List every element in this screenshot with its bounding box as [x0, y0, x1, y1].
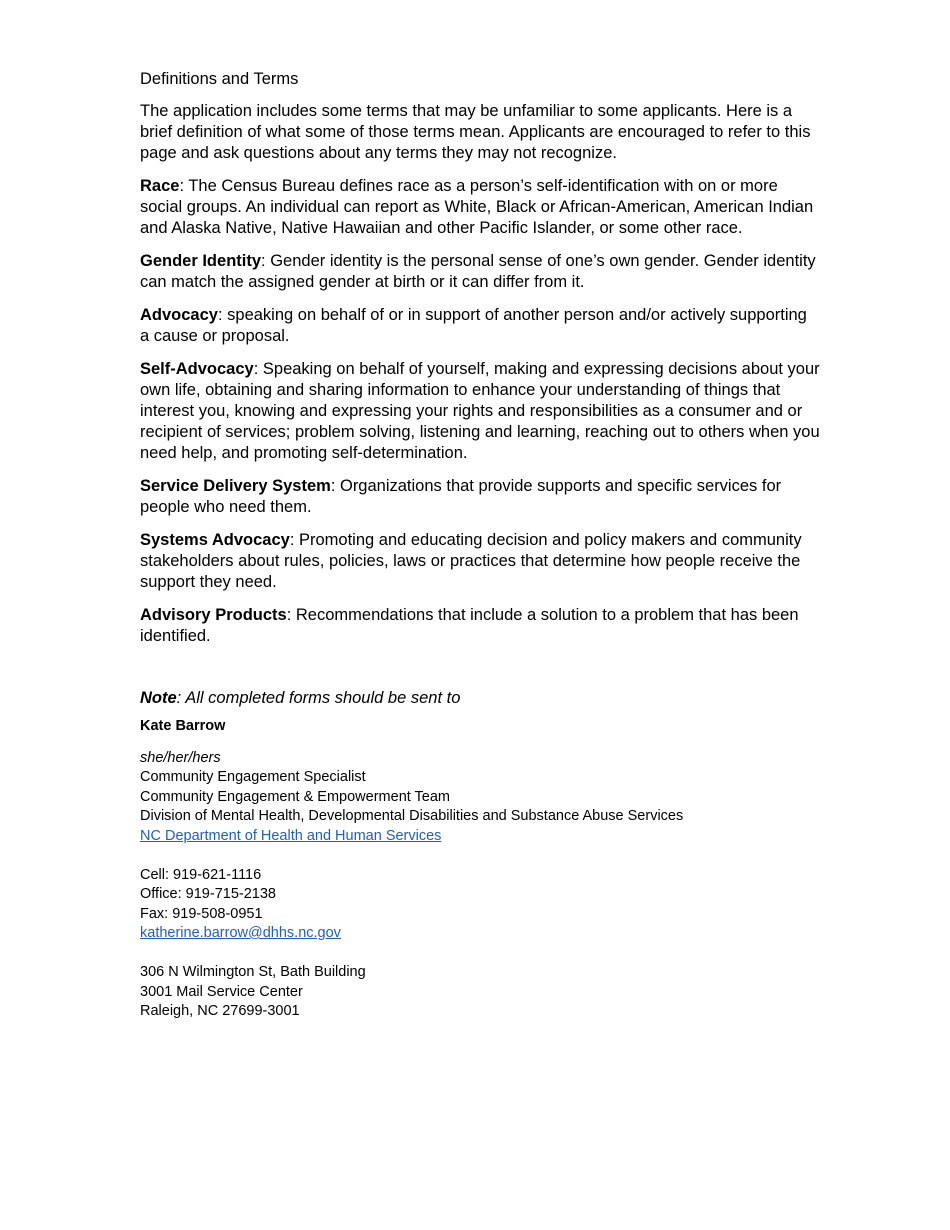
definition-text: : Promoting and educating decision and policy makers and community stakeholders about rules, policies, laws or practices that determine how people receive the support they need. — [140, 531, 802, 591]
definition-systems-advocacy — [140, 530, 820, 593]
address-line-2: 3001 Mail Service Center — [140, 983, 303, 1000]
definition-term: Race — [140, 177, 180, 195]
contact-name: Kate Barrow — [140, 718, 226, 734]
contact-division: Division of Mental Health, Developmental Disabilities and Substance Abuse Services — [140, 808, 684, 824]
definition-term: Self-Advocacy — [140, 360, 254, 378]
address-line-3: Raleigh, NC 27699-3001 — [140, 1003, 300, 1019]
definition-gender-identity — [140, 251, 820, 293]
email-link[interactable]: katherine.barrow@dhhs.nc.gov — [140, 925, 341, 941]
contact-block — [140, 717, 820, 1022]
definition-term: Systems Advocacy — [140, 531, 290, 549]
note-text: : All completed forms should be sent to — [176, 689, 461, 707]
contact-office: Office: 919-715-2138 — [140, 886, 276, 902]
definition-advocacy — [140, 305, 820, 347]
spacer — [140, 944, 820, 964]
page-heading: Definitions and Terms — [140, 70, 299, 88]
definition-term: Advisory Products — [140, 606, 287, 624]
definition-text: : Organizations that provide supports and specific services for people who need them. — [140, 477, 782, 516]
department-link[interactable]: NC Department of Health and Human Services — [140, 827, 442, 844]
intro-paragraph: The application includes some terms that may be unfamiliar to some applicants. Here is a brief definition of what some of those terms mean. Applicants are encouraged to refer to this page and ask questions about any terms they may not recognize. — [140, 102, 811, 162]
spacer — [140, 846, 820, 866]
definition-term: Gender Identity — [140, 252, 262, 270]
definition-text: : Speaking on behalf of yourself, making and expressing decisions about your own life, obtaining and sharing information to enhance your understanding of things that interest you, knowing and expressing your rights and responsibilities as a consumer and or recipient of services; problem solving, listening and learning, reaching out to others when you need help, and promoting self-determination. — [140, 360, 820, 462]
address-line-1: 306 N Wilmington St, Bath Building — [140, 964, 366, 980]
contact-pronouns: she/her/hers — [140, 749, 221, 766]
definition-term: Advocacy — [140, 306, 218, 324]
definition-text: : Recommendations that include a solution to a problem that has been identified. — [140, 606, 799, 645]
contact-fax: Fax: 919-508-0951 — [140, 905, 263, 922]
document-content — [140, 68, 820, 1022]
definition-service-delivery-system — [140, 476, 820, 518]
definition-self-advocacy — [140, 359, 820, 464]
definition-race — [140, 176, 820, 239]
definition-text: : The Census Bureau defines race as a person’s self-identification with on or more social groups. An individual can report as White, Black or African-American, American Indian and Alaska Native, Native Hawaiian and other Pacific Islander, or some other race. — [140, 177, 814, 237]
contact-cell: Cell: 919-621-1116 — [140, 866, 262, 883]
definition-term: Service Delivery System — [140, 477, 331, 495]
submission-note — [140, 687, 820, 709]
definition-text: : Gender identity is the personal sense of one’s own gender. Gender identity can match the assigned gender at birth or it can differ from it. — [140, 252, 816, 291]
note-label: Note — [140, 689, 177, 707]
definition-advisory-products — [140, 605, 820, 647]
contact-title: Community Engagement Specialist — [140, 769, 366, 785]
definition-text: : speaking on behalf of or in support of another person and/or actively supporting a cause or proposal. — [140, 306, 807, 345]
contact-team: Community Engagement & Empowerment Team — [140, 788, 451, 805]
